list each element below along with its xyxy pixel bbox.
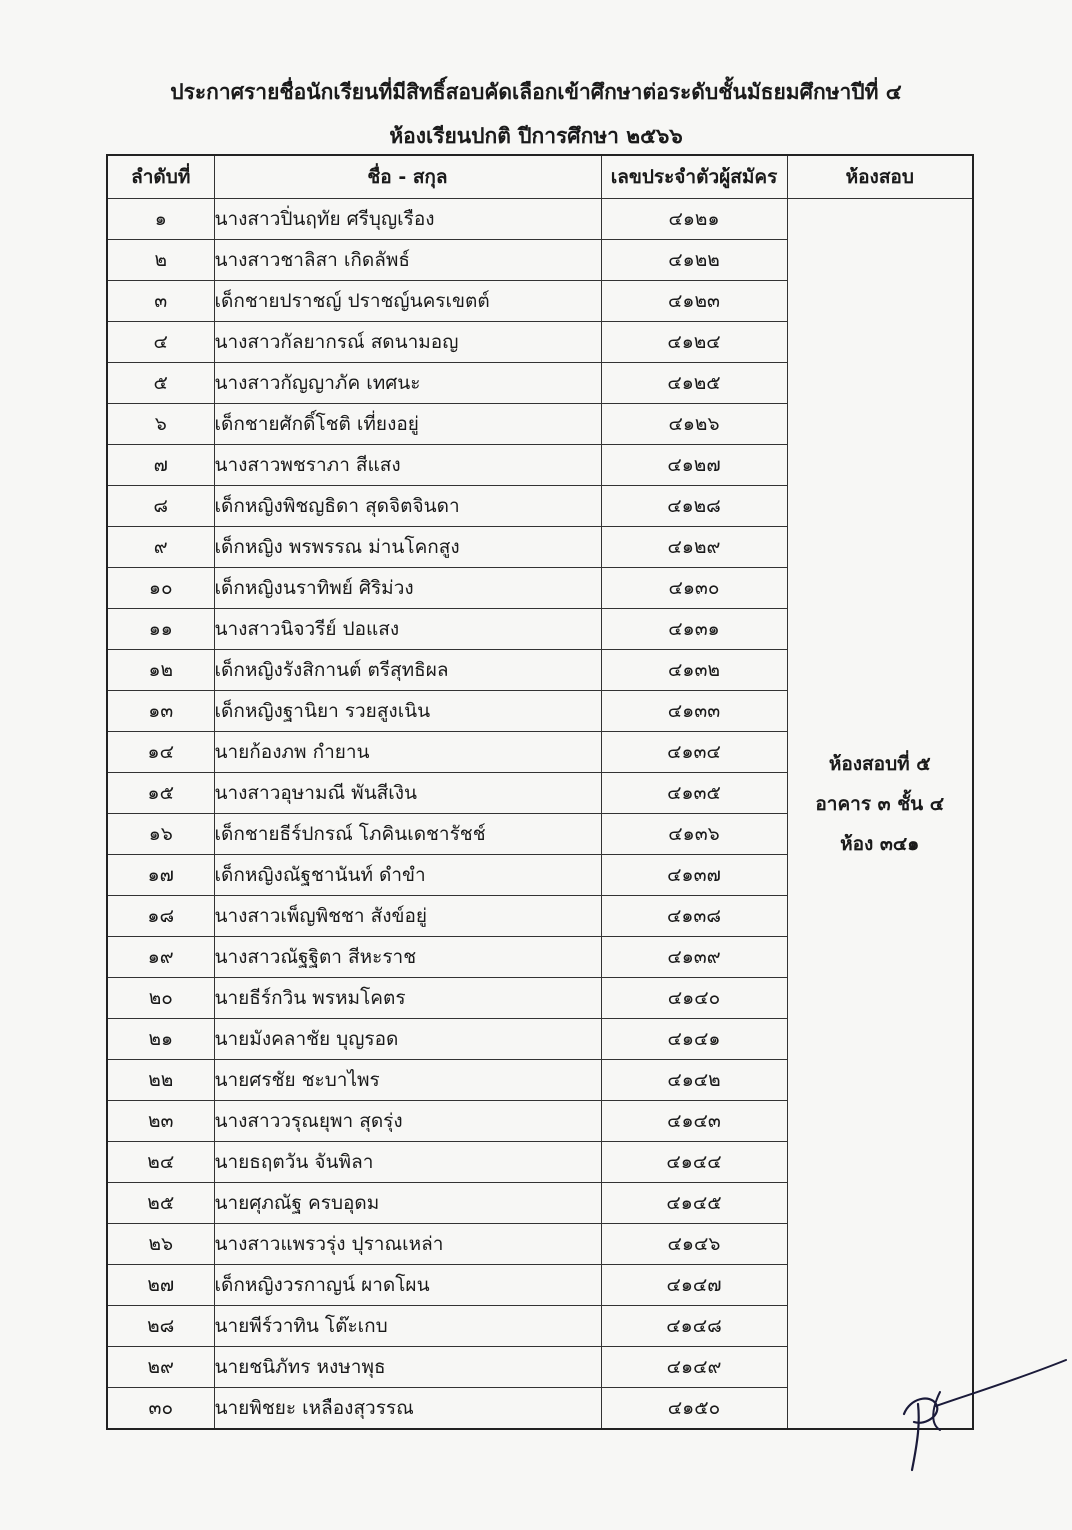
row-student-name: นางสาววรุณยุพา สุดรุ่ง bbox=[214, 1101, 601, 1142]
exam-room-line2: อาคาร ๓ ชั้น ๔ bbox=[815, 792, 945, 815]
row-order-number: ๑๐ bbox=[107, 568, 214, 609]
row-order-number: ๑๕ bbox=[107, 773, 214, 814]
row-applicant-id: ๔๑๔๘ bbox=[601, 1306, 787, 1347]
row-order-number: ๑๘ bbox=[107, 896, 214, 937]
row-order-number: ๒๘ bbox=[107, 1306, 214, 1347]
row-order-number: ๓ bbox=[107, 281, 214, 322]
row-student-name: นางสาวณัฐฐิตา สีหะราช bbox=[214, 937, 601, 978]
row-student-name: เด็กหญิงนราทิพย์ ศิริม่วง bbox=[214, 568, 601, 609]
row-order-number: ๒๗ bbox=[107, 1265, 214, 1306]
row-applicant-id: ๔๑๓๑ bbox=[601, 609, 787, 650]
row-applicant-id: ๔๑๓๖ bbox=[601, 814, 787, 855]
page-title: ประกาศรายชื่อนักเรียนที่มีสิทธิ์สอบคัดเลือกเข้าศึกษาต่อระดับชั้นมัธยมศึกษาปีที่ ๔ bbox=[170, 80, 902, 104]
row-order-number: ๒๖ bbox=[107, 1224, 214, 1265]
row-student-name: เด็กชายปราชญ์ ปราชญ์นครเขตต์ bbox=[214, 281, 601, 322]
row-order-number: ๒๑ bbox=[107, 1019, 214, 1060]
row-student-name: นายธีร์กวิน พรหมโคตร bbox=[214, 978, 601, 1019]
row-student-name: นางสาวชาลิสา เกิดลัพธ์ bbox=[214, 240, 601, 281]
table-row bbox=[107, 199, 973, 240]
row-student-name: นางสาวพชราภา สีแสง bbox=[214, 445, 601, 486]
exam-room-line3: ห้อง ๓๔๑ bbox=[840, 832, 920, 855]
row-student-name: เด็กหญิงฐานิยา รวยสูงเนิน bbox=[214, 691, 601, 732]
row-order-number: ๒๕ bbox=[107, 1183, 214, 1224]
row-student-name: เด็กหญิงวรกาญน์ ผาดโผน bbox=[214, 1265, 601, 1306]
row-student-name: นายศรชัย ชะบาไพร bbox=[214, 1060, 601, 1101]
row-student-name: นางสาวกัลยากรณ์ สดนามอญ bbox=[214, 322, 601, 363]
row-student-name: นางสาวแพรวรุ่ง ปุราณเหล่า bbox=[214, 1224, 601, 1265]
row-student-name: นายชนิภัทร หงษาพุธ bbox=[214, 1347, 601, 1388]
row-applicant-id: ๔๑๒๕ bbox=[601, 363, 787, 404]
row-applicant-id: ๔๑๔๙ bbox=[601, 1347, 787, 1388]
row-order-number: ๑ bbox=[107, 199, 214, 240]
row-applicant-id: ๔๑๓๙ bbox=[601, 937, 787, 978]
row-order-number: ๙ bbox=[107, 527, 214, 568]
row-applicant-id: ๔๑๔๑ bbox=[601, 1019, 787, 1060]
row-order-number: ๑๗ bbox=[107, 855, 214, 896]
row-applicant-id: ๔๑๔๐ bbox=[601, 978, 787, 1019]
row-applicant-id: ๔๑๔๒ bbox=[601, 1060, 787, 1101]
row-student-name: เด็กหญิง พรพรรณ ม่านโคกสูง bbox=[214, 527, 601, 568]
row-applicant-id: ๔๑๓๗ bbox=[601, 855, 787, 896]
row-applicant-id: ๔๑๓๓ bbox=[601, 691, 787, 732]
row-order-number: ๒ bbox=[107, 240, 214, 281]
signature-icon bbox=[896, 1352, 1072, 1477]
row-student-name: นางสาวเพ็ญพิชชา สังข์อยู่ bbox=[214, 896, 601, 937]
row-order-number: ๗ bbox=[107, 445, 214, 486]
table-header-row bbox=[107, 155, 973, 199]
row-order-number: ๘ bbox=[107, 486, 214, 527]
column-header-name: ชื่อ - สกุล bbox=[214, 155, 601, 199]
column-header-order: ลำดับที่ bbox=[107, 155, 214, 199]
page-subtitle: ห้องเรียนปกติ ปีการศึกษา ๒๕๖๖ bbox=[389, 124, 683, 148]
student-roster-table bbox=[106, 154, 974, 1430]
row-order-number: ๒๒ bbox=[107, 1060, 214, 1101]
row-applicant-id: ๔๑๒๙ bbox=[601, 527, 787, 568]
row-order-number: ๑๒ bbox=[107, 650, 214, 691]
row-order-number: ๑๓ bbox=[107, 691, 214, 732]
row-student-name: นายศุภณัฐ ครบอุดม bbox=[214, 1183, 601, 1224]
column-header-exam-room: ห้องสอบ bbox=[787, 155, 973, 199]
row-student-name: เด็กหญิงพิชญธิดา สุดจิตจินดา bbox=[214, 486, 601, 527]
row-applicant-id: ๔๑๒๗ bbox=[601, 445, 787, 486]
row-applicant-id: ๔๑๔๔ bbox=[601, 1142, 787, 1183]
row-student-name: เด็กชายศักดิ์โชติ เที่ยงอยู่ bbox=[214, 404, 601, 445]
row-applicant-id: ๔๑๒๘ bbox=[601, 486, 787, 527]
row-applicant-id: ๔๑๒๒ bbox=[601, 240, 787, 281]
row-order-number: ๑๑ bbox=[107, 609, 214, 650]
row-order-number: ๒๔ bbox=[107, 1142, 214, 1183]
row-student-name: นางสาวปิ่นฤทัย ศรีบุญเรือง bbox=[214, 199, 601, 240]
row-student-name: นางสาวนิจวรีย์ ปอแสง bbox=[214, 609, 601, 650]
row-order-number: ๒๐ bbox=[107, 978, 214, 1019]
row-student-name: นางสาวอุษามณี พันสีเงิน bbox=[214, 773, 601, 814]
row-order-number: ๑๖ bbox=[107, 814, 214, 855]
row-order-number: ๔ bbox=[107, 322, 214, 363]
row-applicant-id: ๔๑๔๕ bbox=[601, 1183, 787, 1224]
row-applicant-id: ๔๑๓๕ bbox=[601, 773, 787, 814]
row-applicant-id: ๔๑๔๓ bbox=[601, 1101, 787, 1142]
row-student-name: นางสาวกัญญาภัค เทศนะ bbox=[214, 363, 601, 404]
row-order-number: ๑๔ bbox=[107, 732, 214, 773]
row-applicant-id: ๔๑๓๔ bbox=[601, 732, 787, 773]
row-student-name: เด็กชายธีร์ปกรณ์ โภคินเดชารัชช์ bbox=[214, 814, 601, 855]
row-order-number: ๒๙ bbox=[107, 1347, 214, 1388]
row-student-name: นายมังคลาชัย บุญรอด bbox=[214, 1019, 601, 1060]
row-order-number: ๖ bbox=[107, 404, 214, 445]
row-applicant-id: ๔๑๓๘ bbox=[601, 896, 787, 937]
row-applicant-id: ๔๑๔๗ bbox=[601, 1265, 787, 1306]
row-student-name: เด็กหญิงณัฐชานันท์ ดำขำ bbox=[214, 855, 601, 896]
row-order-number: ๑๙ bbox=[107, 937, 214, 978]
exam-room-line1: ห้องสอบที่ ๕ bbox=[828, 752, 931, 775]
row-applicant-id: ๔๑๔๖ bbox=[601, 1224, 787, 1265]
row-applicant-id: ๔๑๓๐ bbox=[601, 568, 787, 609]
row-student-name: นายพิชยะ เหลืองสุวรรณ bbox=[214, 1388, 601, 1430]
row-applicant-id: ๔๑๒๑ bbox=[601, 199, 787, 240]
table-body bbox=[107, 199, 973, 1430]
row-applicant-id: ๔๑๒๓ bbox=[601, 281, 787, 322]
row-order-number: ๒๓ bbox=[107, 1101, 214, 1142]
row-student-name: นายธฤตวัน จันพิลา bbox=[214, 1142, 601, 1183]
row-order-number: ๕ bbox=[107, 363, 214, 404]
row-applicant-id: ๔๑๕๐ bbox=[601, 1388, 787, 1430]
row-student-name: เด็กหญิงรังสิกานต์ ตรีสุทธิผล bbox=[214, 650, 601, 691]
row-order-number: ๓๐ bbox=[107, 1388, 214, 1430]
row-applicant-id: ๔๑๒๔ bbox=[601, 322, 787, 363]
row-student-name: นายพีร์วาทิน โต๊ะเกบ bbox=[214, 1306, 601, 1347]
row-student-name: นายก้องภพ กำยาน bbox=[214, 732, 601, 773]
exam-room-cell bbox=[787, 199, 973, 1430]
column-header-applicant-id: เลขประจำตัวผู้สมัคร bbox=[601, 155, 787, 199]
row-applicant-id: ๔๑๓๒ bbox=[601, 650, 787, 691]
row-applicant-id: ๔๑๒๖ bbox=[601, 404, 787, 445]
